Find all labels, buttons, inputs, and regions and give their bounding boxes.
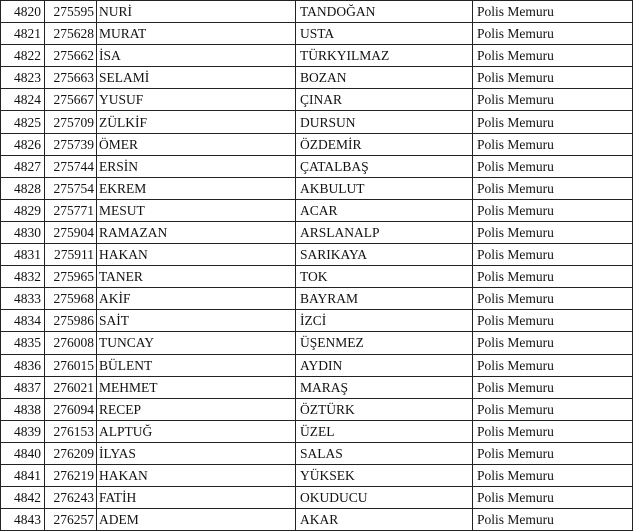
surname-cell: ÜZEL <box>296 420 473 442</box>
registry-number-cell: 276257 <box>45 509 97 531</box>
table-row <box>1 266 633 288</box>
row-number-cell: 4840 <box>1 442 45 464</box>
table-row <box>1 509 633 531</box>
row-number-cell: 4826 <box>1 133 45 155</box>
registry-number-cell: 275904 <box>45 221 97 243</box>
row-number-cell: 4833 <box>1 288 45 310</box>
title-cell: Polis Memuru <box>473 133 633 155</box>
surname-cell: OKUDUCU <box>296 487 473 509</box>
surname-cell: ACAR <box>296 199 473 221</box>
surname-cell: ÖZTÜRK <box>296 398 473 420</box>
first-name-cell: İSA <box>97 45 296 67</box>
row-number-cell: 4827 <box>1 155 45 177</box>
first-name-cell: SAİT <box>97 310 296 332</box>
registry-number-cell: 275667 <box>45 89 97 111</box>
row-number-cell: 4823 <box>1 67 45 89</box>
first-name-cell: FATİH <box>97 487 296 509</box>
registry-number-cell: 276021 <box>45 376 97 398</box>
title-cell: Polis Memuru <box>473 177 633 199</box>
row-number-cell: 4832 <box>1 266 45 288</box>
registry-number-cell: 275663 <box>45 67 97 89</box>
surname-cell: TANDOĞAN <box>296 1 473 23</box>
table-body <box>1 1 633 531</box>
registry-number-cell: 276153 <box>45 420 97 442</box>
table-row <box>1 23 633 45</box>
registry-number-cell: 275986 <box>45 310 97 332</box>
table-row <box>1 177 633 199</box>
first-name-cell: İLYAS <box>97 442 296 464</box>
title-cell: Polis Memuru <box>473 310 633 332</box>
row-number-cell: 4824 <box>1 89 45 111</box>
registry-number-cell: 276243 <box>45 487 97 509</box>
table-row <box>1 89 633 111</box>
surname-cell: ÇINAR <box>296 89 473 111</box>
registry-number-cell: 275595 <box>45 1 97 23</box>
first-name-cell: ZÜLKİF <box>97 111 296 133</box>
row-number-cell: 4835 <box>1 332 45 354</box>
table-row <box>1 442 633 464</box>
row-number-cell: 4837 <box>1 376 45 398</box>
table-row <box>1 464 633 486</box>
surname-cell: TÜRKYILMAZ <box>296 45 473 67</box>
first-name-cell: RAMAZAN <box>97 221 296 243</box>
surname-cell: YÜKSEK <box>296 464 473 486</box>
row-number-cell: 4820 <box>1 1 45 23</box>
row-number-cell: 4836 <box>1 354 45 376</box>
first-name-cell: EKREM <box>97 177 296 199</box>
row-number-cell: 4838 <box>1 398 45 420</box>
first-name-cell: ADEM <box>97 509 296 531</box>
row-number-cell: 4831 <box>1 244 45 266</box>
surname-cell: AKBULUT <box>296 177 473 199</box>
title-cell: Polis Memuru <box>473 89 633 111</box>
title-cell: Polis Memuru <box>473 221 633 243</box>
surname-cell: MARAŞ <box>296 376 473 398</box>
title-cell: Polis Memuru <box>473 45 633 67</box>
registry-number-cell: 276008 <box>45 332 97 354</box>
table-row <box>1 45 633 67</box>
first-name-cell: RECEP <box>97 398 296 420</box>
registry-number-cell: 275628 <box>45 23 97 45</box>
first-name-cell: HAKAN <box>97 464 296 486</box>
surname-cell: ARSLANALP <box>296 221 473 243</box>
title-cell: Polis Memuru <box>473 266 633 288</box>
table-row <box>1 1 633 23</box>
table-row <box>1 155 633 177</box>
title-cell: Polis Memuru <box>473 23 633 45</box>
title-cell: Polis Memuru <box>473 244 633 266</box>
title-cell: Polis Memuru <box>473 111 633 133</box>
surname-cell: SARIKAYA <box>296 244 473 266</box>
surname-cell: ÖZDEMİR <box>296 133 473 155</box>
first-name-cell: ERSİN <box>97 155 296 177</box>
surname-cell: SALAS <box>296 442 473 464</box>
row-number-cell: 4843 <box>1 509 45 531</box>
registry-number-cell: 275968 <box>45 288 97 310</box>
registry-number-cell: 276219 <box>45 464 97 486</box>
registry-number-cell: 275754 <box>45 177 97 199</box>
first-name-cell: MESUT <box>97 199 296 221</box>
table-row <box>1 310 633 332</box>
row-number-cell: 4825 <box>1 111 45 133</box>
table-row <box>1 199 633 221</box>
first-name-cell: YUSUF <box>97 89 296 111</box>
table-row <box>1 420 633 442</box>
row-number-cell: 4841 <box>1 464 45 486</box>
registry-number-cell: 275771 <box>45 199 97 221</box>
title-cell: Polis Memuru <box>473 1 633 23</box>
row-number-cell: 4842 <box>1 487 45 509</box>
registry-number-cell: 276209 <box>45 442 97 464</box>
table-row <box>1 221 633 243</box>
title-cell: Polis Memuru <box>473 155 633 177</box>
row-number-cell: 4839 <box>1 420 45 442</box>
table-row <box>1 111 633 133</box>
row-number-cell: 4829 <box>1 199 45 221</box>
first-name-cell: ÖMER <box>97 133 296 155</box>
table-row <box>1 332 633 354</box>
surname-cell: USTA <box>296 23 473 45</box>
surname-cell: İZCİ <box>296 310 473 332</box>
surname-cell: TOK <box>296 266 473 288</box>
row-number-cell: 4828 <box>1 177 45 199</box>
title-cell: Polis Memuru <box>473 288 633 310</box>
surname-cell: AYDIN <box>296 354 473 376</box>
surname-cell: BAYRAM <box>296 288 473 310</box>
registry-number-cell: 275739 <box>45 133 97 155</box>
row-number-cell: 4830 <box>1 221 45 243</box>
registry-number-cell: 275662 <box>45 45 97 67</box>
table-row <box>1 67 633 89</box>
title-cell: Polis Memuru <box>473 509 633 531</box>
first-name-cell: HAKAN <box>97 244 296 266</box>
title-cell: Polis Memuru <box>473 420 633 442</box>
title-cell: Polis Memuru <box>473 67 633 89</box>
title-cell: Polis Memuru <box>473 354 633 376</box>
surname-cell: ÇATALBAŞ <box>296 155 473 177</box>
table-row <box>1 133 633 155</box>
first-name-cell: ALPTUĞ <box>97 420 296 442</box>
row-number-cell: 4834 <box>1 310 45 332</box>
surname-cell: ÜŞENMEZ <box>296 332 473 354</box>
first-name-cell: MEHMET <box>97 376 296 398</box>
registry-number-cell: 276094 <box>45 398 97 420</box>
surname-cell: AKAR <box>296 509 473 531</box>
first-name-cell: AKİF <box>97 288 296 310</box>
surname-cell: DURSUN <box>296 111 473 133</box>
table-row <box>1 288 633 310</box>
registry-number-cell: 275709 <box>45 111 97 133</box>
row-number-cell: 4822 <box>1 45 45 67</box>
title-cell: Polis Memuru <box>473 332 633 354</box>
title-cell: Polis Memuru <box>473 398 633 420</box>
registry-number-cell: 276015 <box>45 354 97 376</box>
first-name-cell: SELAMİ <box>97 67 296 89</box>
title-cell: Polis Memuru <box>473 487 633 509</box>
row-number-cell: 4821 <box>1 23 45 45</box>
first-name-cell: MURAT <box>97 23 296 45</box>
table-row <box>1 354 633 376</box>
registry-number-cell: 275911 <box>45 244 97 266</box>
table-row <box>1 487 633 509</box>
registry-number-cell: 275744 <box>45 155 97 177</box>
title-cell: Polis Memuru <box>473 464 633 486</box>
title-cell: Polis Memuru <box>473 376 633 398</box>
table-row <box>1 398 633 420</box>
surname-cell: BOZAN <box>296 67 473 89</box>
title-cell: Polis Memuru <box>473 199 633 221</box>
first-name-cell: BÜLENT <box>97 354 296 376</box>
title-cell: Polis Memuru <box>473 442 633 464</box>
table-row <box>1 244 633 266</box>
first-name-cell: TUNCAY <box>97 332 296 354</box>
registry-number-cell: 275965 <box>45 266 97 288</box>
first-name-cell: TANER <box>97 266 296 288</box>
table-row <box>1 376 633 398</box>
first-name-cell: NURİ <box>97 1 296 23</box>
